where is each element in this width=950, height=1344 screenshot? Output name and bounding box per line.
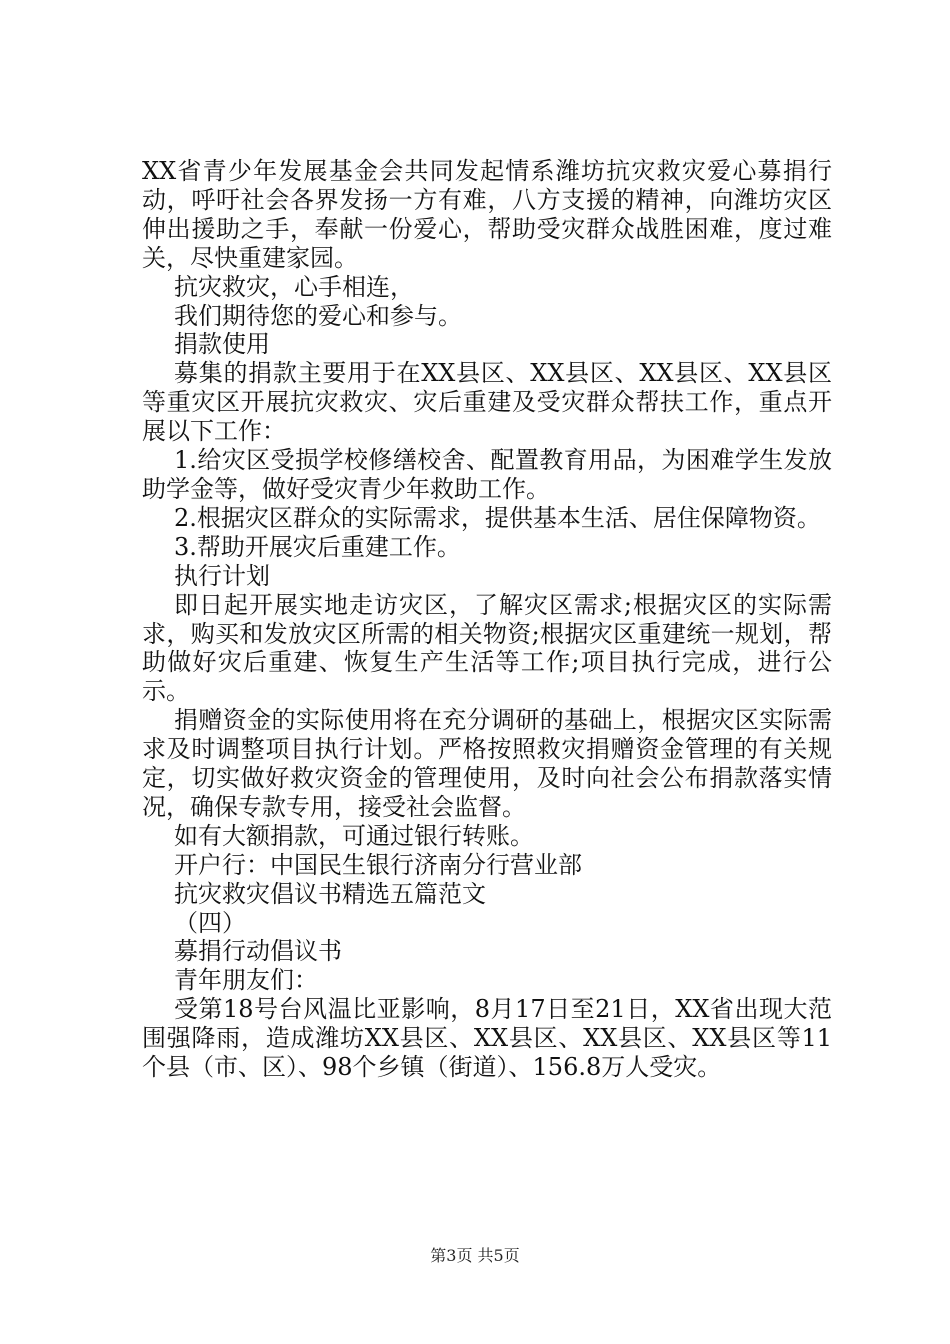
paragraph-slogan-line-2: 我们期待您的爱心和参与。 [174, 301, 462, 330]
section-heading-execution-plan: 执行计划 [174, 561, 270, 590]
paragraph-donation-use: 募集的捐款主要用于在XX县区、XX县区、XX县区、XX县区等重灾区开展抗灾救灾、灾后重建及受灾群众帮扶工作，重点开展以下工作： [142, 359, 832, 446]
paragraph-typhoon-impact: 受第18号台风温比亚影响，8月17日至21日，XX省出现大范围强降雨，造成潍坊XX县区、XX县区、XX县区、XX县区等11个县（市、区）、98个乡镇（街道）、156.8万人受灾。 [142, 995, 832, 1082]
list-item-3: 3.帮助开展灾后重建工作。 [174, 532, 461, 561]
document-body [142, 157, 832, 1082]
paragraph-section-number: （四） [174, 908, 246, 937]
paragraph-collection-title: 抗灾救灾倡议书精选五篇范文 [174, 879, 486, 908]
paragraph-bank-transfer: 如有大额捐款，可通过银行转账。 [174, 821, 534, 850]
page-footer: 第3页 共5页 [430, 1246, 520, 1265]
paragraph-intro-continuation: XX省青少年发展基金会共同发起情系潍坊抗灾救灾爱心募捐行动，呼吁社会各界发扬一方有难，八方支援的精神，向潍坊灾区伸出援助之手，奉献一份爱心，帮助受灾群众战胜困难，度过难关，尽快重建家园。 [142, 157, 832, 272]
paragraph-slogan-line-1: 抗灾救灾，心手相连， [174, 272, 414, 301]
section-heading-donation-use: 捐款使用 [174, 330, 270, 359]
paragraph-bank-name: 开户行：中国民生银行济南分行营业部 [174, 850, 582, 879]
paragraph-proposal-title: 募捐行动倡议书 [174, 937, 342, 966]
list-item-1: 1.给灾区受损学校修缮校舍、配置教育用品，为困难学生发放助学金等，做好受灾青少年救助工作。 [142, 446, 832, 503]
paragraph-fund-usage: 捐赠资金的实际使用将在充分调研的基础上，根据灾区实际需求及时调整项目执行计划。严格按照救灾捐赠资金管理的有关规定，切实做好救灾资金的管理使用，及时向社会公布捐款落实情况，确保专款专用，接受社会监督。 [142, 706, 832, 821]
paragraph-salutation: 青年朋友们： [174, 966, 318, 995]
list-item-2: 2.根据灾区群众的实际需求，提供基本生活、居住保障物资。 [174, 503, 821, 532]
paragraph-execution-plan: 即日起开展实地走访灾区，了解灾区需求;根据灾区的实际需求，购买和发放灾区所需的相关物资;根据灾区重建统一规划，帮助做好灾后重建、恢复生产生活等工作;项目执行完成，进行公示。 [142, 590, 832, 706]
